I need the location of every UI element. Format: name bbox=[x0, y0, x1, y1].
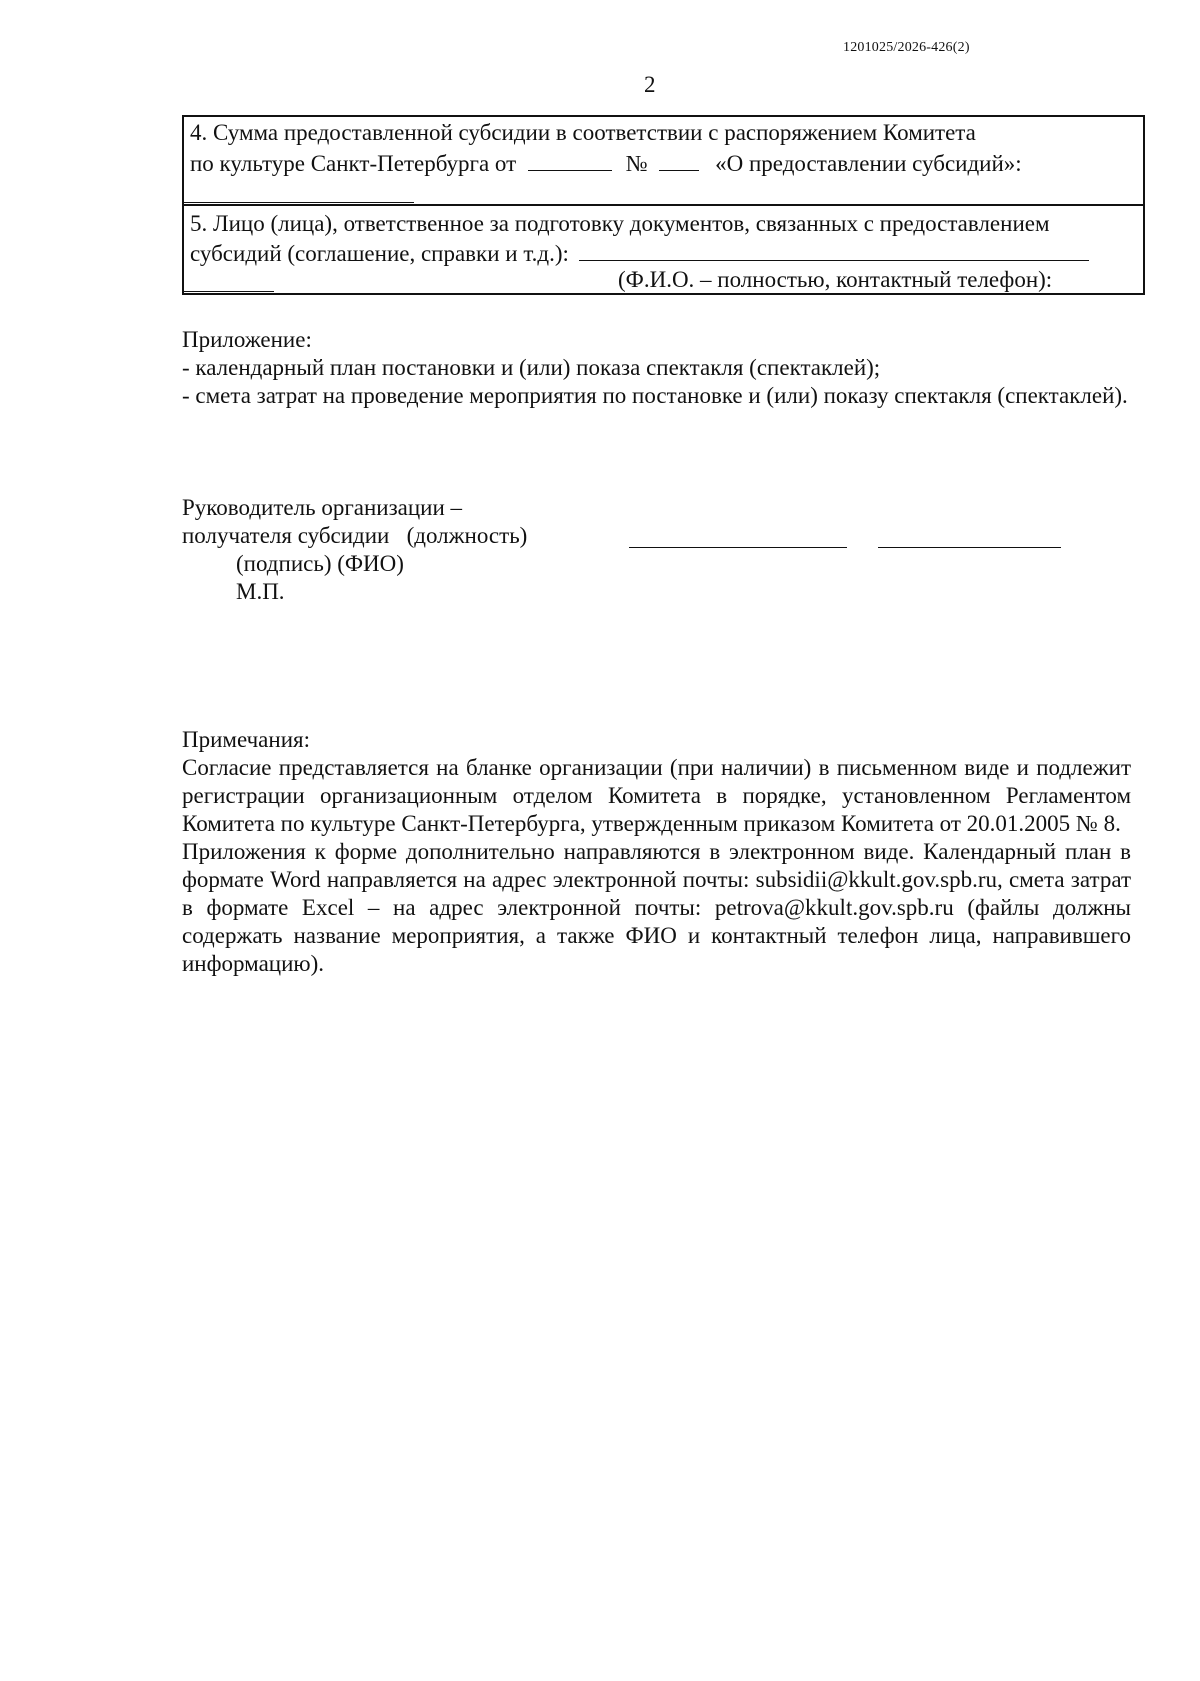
form-table bbox=[182, 115, 1145, 295]
attachment-item-2: - смета затрат на проведение мероприятия по постановке и (или) показу спектакля (спектаклей). bbox=[182, 383, 1128, 408]
signature-line-3: (подпись) (ФИО) bbox=[236, 551, 404, 576]
row5-line3-left-blank[interactable] bbox=[184, 291, 274, 292]
row4-line2-number-sign: № bbox=[625, 151, 648, 176]
stamp-place: М.П. bbox=[236, 579, 285, 604]
signature-line-1: Руководитель организации – bbox=[182, 495, 463, 520]
row4-line2-text-a: по культуре Санкт-Петербурга от bbox=[190, 151, 517, 176]
name-blank[interactable] bbox=[878, 547, 1061, 548]
row5-line3: (Ф.И.О. – полностью, контактный телефон): bbox=[618, 267, 1053, 292]
attachment-item-1: - календарный план постановки и (или) показа спектакля (спектаклей); bbox=[182, 355, 881, 380]
signature-blank[interactable] bbox=[629, 547, 847, 548]
form-row-4 bbox=[184, 117, 1143, 206]
row5-line1: 5. Лицо (лица), ответственное за подготовку документов, связанных с предоставлением bbox=[190, 211, 1050, 236]
notes-section bbox=[182, 726, 1131, 978]
order-date-blank[interactable] bbox=[528, 148, 612, 171]
document-code: 1201025/2026-426(2) bbox=[843, 40, 970, 55]
form-row-5 bbox=[184, 206, 1143, 293]
page-number: 2 bbox=[644, 72, 656, 97]
row4-line2-text-c: «О предоставлении субсидий»: bbox=[715, 151, 1022, 176]
notes-paragraph-2: Приложения к форме дополнительно направляются в электронном виде. Календарный план в формате Word направляется на адрес электронной почты: subsidii@kkult.gov.spb.ru, смета затрат в формате Excel – на адрес электронной почты: petrova@kkult.gov.spb.ru (файлы должны содержать название мероприятия, а также ФИО и контактный телефон лица, направившего информацию). bbox=[182, 839, 1131, 976]
attachments-section bbox=[182, 326, 1131, 410]
notes-paragraph-1: Согласие представляется на бланке организации (при наличии) в письменном виде и подлежит регистрации организационным отделом Комитета в порядке, установленном Регламентом Комитета по культуре Санкт-Петербурга, утвержденным приказом Комитета от 20.01.2005 № 8. bbox=[182, 755, 1131, 836]
row5-line2-text: субсидий (соглашение, справки и т.д.): bbox=[190, 241, 569, 266]
signature-line-2: получателя субсидии (должность) bbox=[182, 523, 528, 548]
attachments-title: Приложение: bbox=[182, 327, 312, 352]
subsidy-amount-blank[interactable] bbox=[184, 202, 414, 203]
order-number-blank[interactable] bbox=[659, 148, 699, 171]
row4-line2 bbox=[190, 148, 1022, 179]
notes-title: Примечания: bbox=[182, 727, 310, 752]
row4-line1: 4. Сумма предоставленной субсидии в соответствии с распоряжением Комитета bbox=[190, 120, 976, 145]
responsible-person-blank[interactable] bbox=[579, 238, 1089, 261]
signature-section bbox=[182, 494, 1131, 614]
